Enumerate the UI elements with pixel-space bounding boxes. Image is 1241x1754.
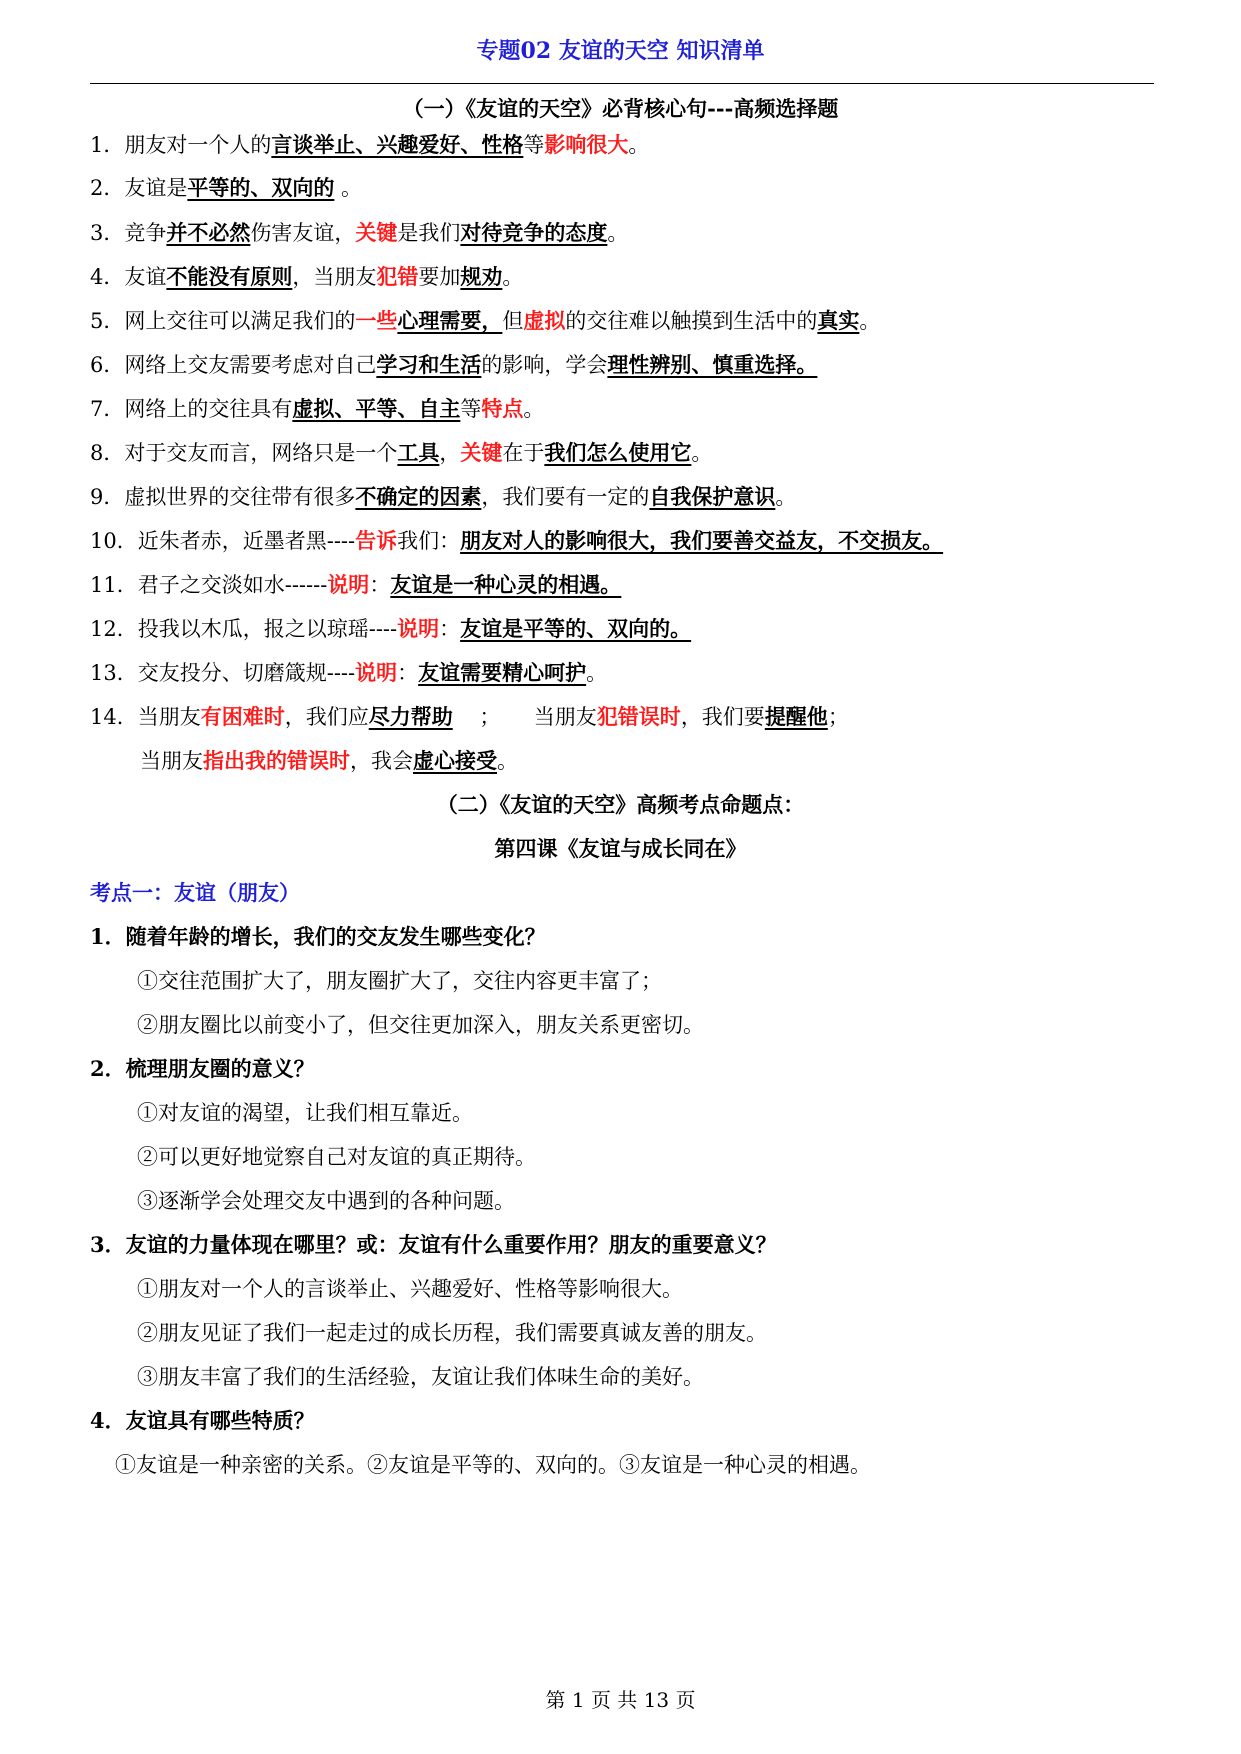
- list-item: [0, 433, 1241, 473]
- text: 。: [502, 265, 524, 289]
- text: 友谊是: [124, 176, 188, 200]
- list-item: [0, 389, 1241, 429]
- key-phrase: 不能没有原则: [166, 264, 293, 289]
- key-phrase: 友谊是一种心灵的相遇。: [390, 572, 622, 597]
- text: ：: [369, 573, 391, 597]
- item-number: 7．: [90, 397, 125, 421]
- item-number: 12．: [90, 617, 138, 641]
- text: ； 当朋友: [452, 705, 597, 729]
- highlight: 指出我的错误时: [203, 748, 350, 773]
- item-number: 13．: [90, 661, 138, 685]
- key-phrase: 尽力帮助: [368, 704, 453, 729]
- text: ，我们应: [284, 705, 369, 729]
- list-item: [0, 477, 1241, 517]
- item-number: 5．: [90, 309, 125, 333]
- key-phrase: 学习和生活: [376, 352, 482, 377]
- list-item: [0, 653, 1241, 693]
- text: 朋友对一个人的: [124, 133, 272, 157]
- list-item: [0, 521, 1241, 561]
- list-item: [0, 257, 1241, 297]
- item-number: 14．: [90, 705, 138, 729]
- question: 3．友谊的力量体现在哪里？或：友谊有什么重要作用？朋友的重要意义？: [90, 1232, 777, 1257]
- highlight: 告诉: [355, 528, 398, 553]
- text: 的影响，学会: [481, 353, 608, 377]
- answer: ②可以更好地觉察自己对友谊的真正期待。: [137, 1145, 536, 1169]
- key-phrase: 我们怎么使用它: [544, 440, 692, 465]
- key-phrase: 平等的、双向的: [187, 175, 335, 200]
- key-phrase: 并不必然: [166, 220, 251, 245]
- text: 是我们: [397, 221, 461, 245]
- text: 当朋友: [140, 749, 203, 773]
- key-phrase: 自我保护意识: [649, 484, 776, 509]
- page-number: 第 1 页 共 13 页: [545, 1688, 696, 1712]
- text: ，当朋友: [292, 265, 377, 289]
- answer: ②朋友见证了我们一起走过的成长历程，我们需要真诚友善的朋友。: [137, 1321, 767, 1345]
- answer: ①对友谊的渴望，让我们相互靠近。: [137, 1101, 473, 1125]
- answer: ③朋友丰富了我们的生活经验，友谊让我们体味生命的美好。: [137, 1365, 704, 1389]
- topic-heading: 考点一：友谊（朋友）: [90, 880, 300, 905]
- key-phrase: 对待竞争的态度: [460, 220, 608, 245]
- answer: ①友谊是一种亲密的关系。②友谊是平等的、双向的。③友谊是一种心灵的相遇。: [115, 1453, 871, 1477]
- text: 投我以木瓜，报之以琼瑶----: [137, 617, 398, 641]
- highlight: 一些: [355, 308, 398, 333]
- list-item: [0, 697, 1241, 737]
- text: ，我们要: [680, 705, 765, 729]
- highlight: 犯错误时: [596, 704, 681, 729]
- item-number: 9．: [90, 485, 125, 509]
- text: 君子之交淡如水------: [137, 573, 328, 597]
- text: 网上交往可以满足我们的: [124, 309, 356, 333]
- answer: ②朋友圈比以前变小了，但交往更加深入，朋友关系更密切。: [137, 1013, 704, 1037]
- highlight: 说明: [327, 572, 370, 597]
- question: 2．梳理朋友圈的意义？: [90, 1056, 315, 1081]
- key-phrase: 心理需要，: [397, 308, 503, 333]
- key-phrase: 虚心接受: [413, 748, 497, 773]
- key-phrase: 友谊是平等的、双向的。: [460, 616, 692, 641]
- key-phrase: 理性辨别、慎重选择。: [607, 352, 818, 377]
- document-title: 专题02 友谊的天空 知识清单: [476, 38, 765, 64]
- item-number: 2．: [90, 176, 125, 200]
- text: 的交往难以触摸到生活中的: [565, 309, 818, 333]
- item-number: 4．: [90, 265, 125, 289]
- list-item: [0, 213, 1241, 253]
- text: 在于: [502, 441, 545, 465]
- list-item: [0, 125, 1241, 165]
- highlight: 说明: [397, 616, 440, 641]
- highlight: 影响很大: [544, 132, 629, 157]
- list-item-continuation: [0, 741, 1241, 781]
- header-divider: [90, 83, 1154, 84]
- text: 。: [523, 397, 545, 421]
- text: ，我会: [350, 749, 413, 773]
- item-number: 6．: [90, 353, 125, 377]
- answer: ③逐渐学会处理交友中遇到的各种问题。: [137, 1189, 515, 1213]
- section2-heading: （二）《友谊的天空》高频考点命题点：: [436, 792, 805, 817]
- key-phrase: 不确定的因素: [355, 484, 482, 509]
- text: 要加: [418, 265, 461, 289]
- text: ；: [827, 705, 849, 729]
- text: 当朋友: [137, 705, 201, 729]
- text: 我们：: [397, 529, 461, 553]
- text: 。: [334, 176, 363, 200]
- key-phrase: 友谊需要精心呵护: [418, 660, 587, 685]
- text: 。: [497, 749, 518, 773]
- text: ，我们要有一定的: [481, 485, 650, 509]
- text: 等: [460, 397, 482, 421]
- text: 近朱者赤，近墨者黑----: [137, 529, 356, 553]
- text: 。: [607, 221, 629, 245]
- key-phrase: 工具: [397, 440, 440, 465]
- text: 网络上交友需要考虑对自己: [124, 353, 377, 377]
- text: 等: [523, 133, 545, 157]
- highlight: 说明: [355, 660, 398, 685]
- text: 虚拟世界的交往带有很多: [124, 485, 356, 509]
- section1-heading: （一）《友谊的天空》必背核心句---高频选择题: [402, 96, 839, 121]
- text: 网络上的交往具有: [124, 397, 293, 421]
- text: ：: [439, 617, 461, 641]
- question: 1．随着年龄的增长，我们的交友发生哪些变化？: [90, 924, 546, 949]
- list-item: [0, 345, 1241, 385]
- answer: ①交往范围扩大了，朋友圈扩大了，交往内容更丰富了；: [137, 969, 662, 993]
- highlight: 特点: [481, 396, 524, 421]
- key-phrase: 真实: [817, 308, 860, 333]
- key-phrase: 言谈举止、兴趣爱好、性格: [271, 132, 524, 157]
- item-number: 3．: [90, 221, 125, 245]
- text: 交友投分、切磨箴规----: [137, 661, 356, 685]
- text: 竞争: [124, 221, 167, 245]
- text: 。: [628, 133, 650, 157]
- key-phrase: 规劝: [460, 264, 503, 289]
- text: 。: [859, 309, 881, 333]
- question: 4．友谊具有哪些特质？: [90, 1408, 315, 1433]
- text: 但: [502, 309, 524, 333]
- text: 。: [775, 485, 797, 509]
- highlight: 虚拟: [523, 308, 566, 333]
- text: 。: [691, 441, 713, 465]
- item-number: 1．: [90, 133, 125, 157]
- list-item: [0, 609, 1241, 649]
- item-number: 8．: [90, 441, 125, 465]
- key-phrase: 提醒他: [764, 704, 828, 729]
- text: ：: [397, 661, 419, 685]
- highlight: 关键: [355, 220, 398, 245]
- lesson-title: 第四课《友谊与成长同在》: [494, 836, 747, 861]
- text: 友谊: [124, 265, 167, 289]
- text: 。: [586, 661, 608, 685]
- highlight: 有困难时: [200, 704, 285, 729]
- list-item: [0, 565, 1241, 605]
- highlight: 犯错: [376, 264, 419, 289]
- key-phrase: 虚拟、平等、自主: [292, 396, 461, 421]
- text: ，: [439, 441, 461, 465]
- list-item: [0, 168, 1241, 208]
- item-number: 10．: [90, 529, 138, 553]
- item-number: 11．: [90, 573, 138, 597]
- highlight: 关键: [460, 440, 503, 465]
- key-phrase: 朋友对人的影响很大，我们要善交益友，不交损友。: [460, 528, 944, 553]
- list-item: [0, 301, 1241, 341]
- text: 伤害友谊，: [250, 221, 356, 245]
- text: 对于交友而言，网络只是一个: [124, 441, 398, 465]
- answer: ①朋友对一个人的言谈举止、兴趣爱好、性格等影响很大。: [137, 1277, 683, 1301]
